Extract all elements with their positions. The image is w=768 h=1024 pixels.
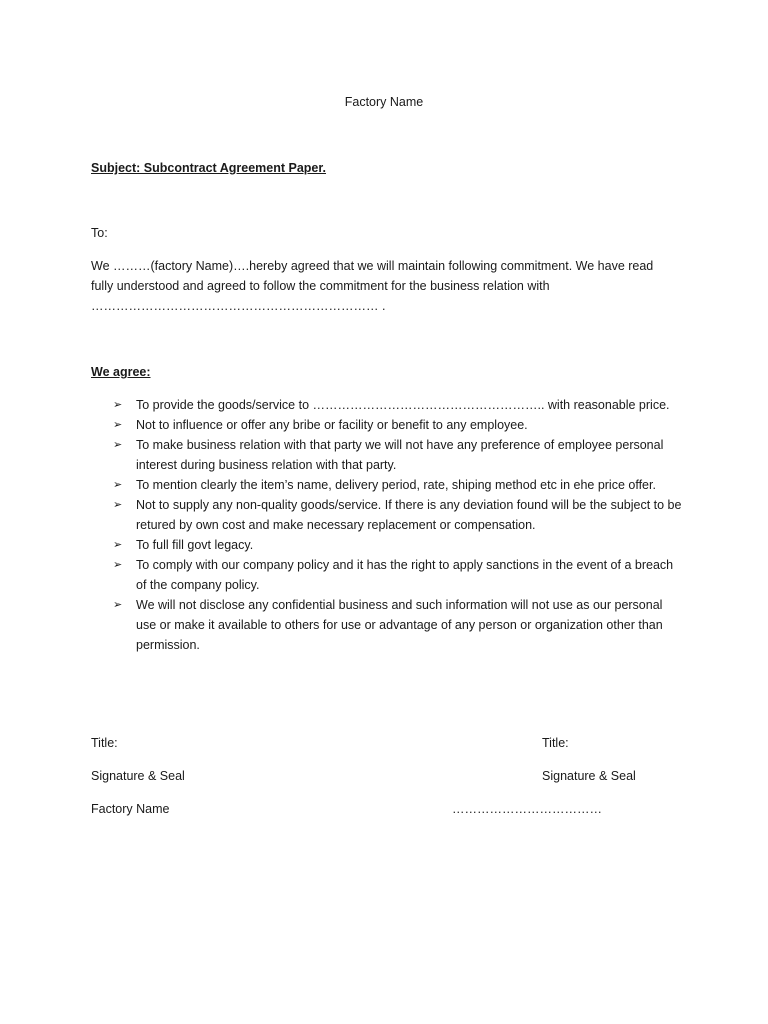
arrow-bullet-icon: ➢: [113, 599, 123, 611]
commitment-text: Not to influence or offer any bribe or facility or benefit to any employee.: [136, 418, 528, 432]
commitment-item: [113, 395, 683, 415]
commitment-text: To make business relation with that party we will not have any preference of employee personal interest during business relation with that party.: [136, 438, 664, 472]
arrow-bullet-icon: ➢: [113, 419, 123, 431]
we-agree-heading: We agree:: [91, 365, 151, 379]
intro-paragraph: [91, 256, 681, 316]
left-title-label: Title:: [91, 736, 118, 750]
commitment-text: To mention clearly the item’s name, delivery period, rate, shiping method etc in ehe price offer.: [136, 478, 656, 492]
commitment-text: To comply with our company policy and it has the right to apply sanctions in the event of a breach of the company policy.: [136, 558, 674, 592]
commitment-item: [113, 595, 683, 655]
right-signature-seal-label: Signature & Seal: [542, 769, 636, 783]
subject-line: Subject: Subcontract Agreement Paper.: [91, 161, 327, 175]
intro-line: fully understood and agreed to follow the commitment for the business relation with: [91, 279, 550, 293]
arrow-bullet-icon: ➢: [113, 399, 123, 411]
arrow-bullet-icon: ➢: [113, 479, 123, 491]
commitment-text: To provide the goods/service to ……………………………………………….. with reasonable price.: [136, 398, 670, 412]
commitment-item: [113, 495, 683, 535]
commitment-item: [113, 435, 683, 475]
commitment-item: [113, 415, 683, 435]
right-title-label: Title:: [542, 736, 569, 750]
arrow-bullet-icon: ➢: [113, 559, 123, 571]
commitment-item: [113, 555, 683, 595]
intro-line: …………………………………………………………… .: [91, 299, 386, 313]
arrow-bullet-icon: ➢: [113, 539, 123, 551]
commitment-item: [113, 475, 683, 495]
recipient-label: To:: [91, 226, 108, 240]
commitment-text: We will not disclose any confidential business and such information will not use as our personal use or make it available to others for use or advantage of any person or organization other than permission.: [136, 598, 663, 652]
left-signature-seal-label: Signature & Seal: [91, 769, 185, 783]
factory-name-header: Factory Name: [344, 95, 424, 109]
commitment-text: To full fill govt legacy.: [136, 538, 254, 552]
commitment-list: [113, 395, 683, 655]
commitment-item: [113, 535, 683, 555]
arrow-bullet-icon: ➢: [113, 499, 123, 511]
arrow-bullet-icon: ➢: [113, 439, 123, 451]
intro-line: We ………(factory Name)….hereby agreed that we will maintain following commitment. We have read: [91, 259, 654, 273]
commitment-text: Not to supply any non-quality goods/service. If there is any deviation found will be the subject to be retured by own cost and make necessary replacement or compensation.: [136, 498, 682, 532]
right-signature-blank: ………………………………: [452, 802, 602, 816]
left-factory-name-label: Factory Name: [91, 802, 170, 816]
